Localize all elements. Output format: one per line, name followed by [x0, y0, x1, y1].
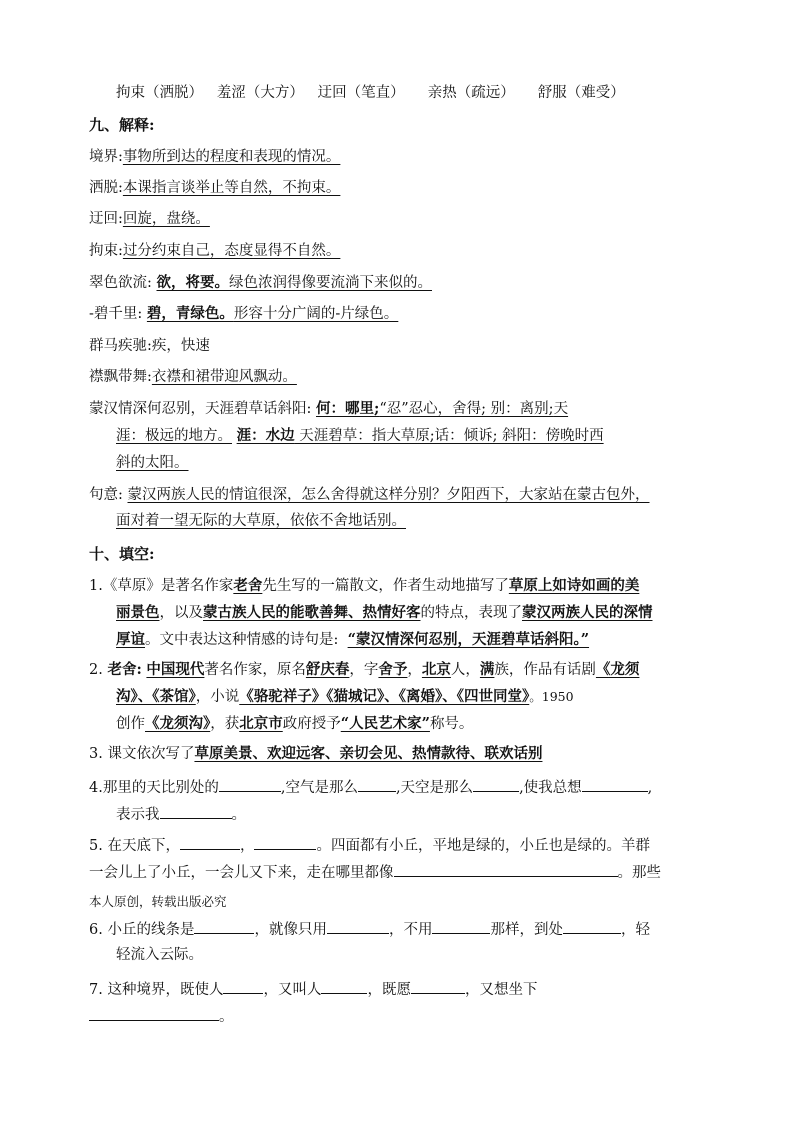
answer: 北京市	[239, 715, 283, 732]
text: 这种境界，既使人	[107, 982, 224, 998]
text: ，又叫人	[263, 982, 322, 998]
q-number: 2.	[89, 662, 103, 678]
answer: 蒙古族人民的能歌善舞、热情好客	[203, 604, 421, 621]
q7-line-2	[89, 1006, 704, 1026]
text: ,空气是那么	[280, 780, 358, 796]
q2-line-3	[116, 715, 706, 733]
blank[interactable]	[321, 979, 367, 994]
blank[interactable]	[223, 979, 263, 994]
text: ，字	[349, 662, 379, 678]
text: 在天底下，	[107, 838, 180, 854]
text: 。	[219, 1009, 234, 1025]
definition: 过分约束自己，态度显得不自然。	[122, 243, 341, 259]
q6-line-2	[116, 946, 706, 964]
term: 境界:	[89, 149, 123, 165]
q1-line-1	[89, 577, 704, 595]
text: ，小说	[195, 689, 240, 705]
blank[interactable]	[411, 979, 465, 994]
q1-line-2	[116, 604, 706, 622]
definition: 本课指言谈举止等自然，不拘束。	[122, 180, 341, 196]
text: 那里的天比别处的	[102, 780, 219, 796]
text: 那样，到处	[490, 922, 563, 938]
q4-line-1	[89, 777, 704, 797]
text: 轻流入云际。	[116, 947, 203, 963]
blank[interactable]	[358, 777, 396, 792]
text: 。1950	[529, 689, 574, 704]
term: 句意:	[89, 487, 123, 503]
antonym-1: 拘束（洒脱）	[116, 85, 203, 101]
sentence-meaning-line-1	[89, 486, 704, 504]
text: 著名作家，原名	[204, 662, 306, 678]
text: 创作	[116, 716, 145, 732]
text: 人，	[450, 662, 480, 678]
blank[interactable]	[473, 777, 519, 792]
q5-line-2	[89, 862, 704, 882]
text: 的特点，表现了	[420, 605, 522, 621]
answer: 沟》、《茶馆》	[116, 688, 196, 705]
text: 政府授予	[282, 716, 341, 732]
answer: 蒙汉两族人民的深情	[522, 604, 653, 621]
q-number: 1.	[89, 578, 103, 594]
def-satuo	[89, 179, 704, 197]
definition: “忍”忍心，舍得; 别：离别;	[379, 401, 554, 417]
text: 族，作品有话剧	[494, 662, 596, 678]
text: 小丘的线条是	[107, 922, 195, 938]
text: 先生写的一篇散文，作者生动地描写了	[262, 578, 509, 594]
definition: 疾，快速	[151, 338, 210, 354]
definition: 面对着一望无际的大草原，依依不舍地话别。	[116, 513, 406, 529]
copyright-note: 本人原创，转载出版必究	[89, 894, 227, 909]
answer: 舒庆春	[305, 661, 350, 678]
answer: 《骆驼祥子》《猫城记》、《离婚》、《四世同堂》	[239, 688, 530, 705]
definition: 事物所到达的程度和表现的情况。	[122, 149, 341, 165]
definition-bold: 涯：水边	[236, 427, 295, 444]
term: 拘束:	[89, 243, 123, 259]
text: ,	[647, 780, 653, 796]
text: 一会儿上了小丘，一会儿又下来，走在哪里都像	[89, 865, 394, 881]
q-number: 4.	[89, 780, 103, 796]
blank[interactable]	[89, 1006, 219, 1021]
term: 迂回:	[89, 211, 123, 227]
antonym-3: 迂回（笔直）	[317, 85, 405, 101]
q7-line-1	[89, 979, 704, 999]
definition: 绿色浓润得像要流淌下来似的。	[229, 275, 432, 291]
text: 《草原》是著名作家	[102, 578, 234, 594]
def-jinpiao	[89, 368, 704, 386]
text: ，	[239, 838, 255, 854]
antonym-5: 舒服（难受）	[537, 85, 625, 101]
antonym-2: 羞涩（大方）	[216, 85, 304, 101]
blank[interactable]	[160, 804, 232, 819]
term: 洒脱:	[89, 180, 123, 196]
blank[interactable]	[219, 777, 281, 792]
text: ，不用	[388, 922, 433, 938]
definition: 形容十分广阔的-片绿色。	[233, 306, 399, 322]
answer: 老舍	[233, 577, 263, 594]
def-qunma	[89, 337, 704, 355]
text: ,天空是那么	[395, 780, 474, 796]
blank[interactable]	[432, 919, 490, 934]
answer: “人民艺术家”	[340, 715, 430, 732]
def-cuise	[89, 274, 704, 292]
definition: 天	[553, 401, 569, 417]
term: 襟飘带舞:	[89, 369, 152, 385]
def-jingjie	[89, 148, 704, 166]
answer: 《龙须	[595, 661, 640, 678]
blank[interactable]	[582, 777, 648, 792]
definition-bold: 何：哪里;	[316, 400, 380, 417]
text: ，获	[210, 716, 240, 732]
section-9-title: 九、解释:	[89, 116, 155, 134]
def-menghan-line-3	[116, 454, 706, 472]
blank[interactable]	[180, 835, 240, 850]
text: ，又想坐下	[464, 982, 538, 998]
text: 。那些	[617, 865, 661, 881]
q-number: 6.	[89, 922, 103, 938]
text: 表示我	[116, 807, 160, 823]
sentence-meaning-line-2	[116, 512, 706, 530]
definition-bold: 碧，青绿色。	[146, 305, 234, 322]
q6-line-1	[89, 919, 704, 939]
definition: 涯：极远的地方。	[116, 428, 232, 444]
answer: 中国现代	[146, 661, 205, 678]
q-number: 3.	[89, 746, 103, 762]
blank[interactable]	[327, 919, 389, 934]
text: ,使我总想	[519, 780, 582, 796]
def-biqianli	[89, 305, 704, 323]
answer: 《龙须沟》	[145, 715, 211, 732]
antonym-4: 亲热（疏远）	[427, 85, 515, 101]
text: 称号。	[429, 716, 474, 732]
def-jushu	[89, 242, 704, 260]
definition: 蒙汉两族人民的情谊很深，怎么舍得就这样分别？夕阳西下，大家站在蒙古包外，	[127, 487, 650, 503]
q-number: 5.	[89, 838, 103, 854]
text: 老舍:	[107, 661, 142, 678]
blank[interactable]	[254, 835, 316, 850]
answer: 满	[479, 661, 495, 678]
answer: 草原上如诗如画的美	[508, 577, 640, 594]
text: ，轻	[620, 922, 650, 938]
blank[interactable]	[194, 919, 254, 934]
definition: 衣襟和裙带迎风飘动。	[151, 369, 297, 385]
text: 。四面都有小丘，平地是绿的，小丘也是绿的。羊群	[316, 838, 650, 854]
def-yuhui	[89, 210, 704, 228]
definition: 天涯碧草：指大草原;话：倾诉; 斜阳：傍晚时西	[294, 428, 604, 444]
q2-line-2	[116, 688, 706, 706]
answer: 草原美景、欢迎远客、亲切会见、热情款待、联欢话别	[194, 745, 543, 762]
q1-line-3	[116, 631, 706, 649]
answer: 北京	[421, 661, 451, 678]
text: ，既愿	[367, 982, 411, 998]
term: 群马疾驰:	[89, 338, 152, 354]
blank[interactable]	[563, 919, 621, 934]
answer: 丽景色	[116, 604, 160, 621]
text: 。文中表达这种情感的诗句是:	[145, 632, 339, 648]
q-number: 7.	[89, 982, 103, 998]
text: 。	[231, 807, 246, 823]
answer: 舍予	[378, 661, 408, 678]
definition-bold: 欲，将要。	[156, 274, 229, 291]
text: ，以及	[159, 605, 203, 621]
definition: 斜的太阳。	[116, 455, 189, 471]
answer: 厚谊	[116, 631, 145, 648]
term: 翠色欲流:	[89, 275, 152, 291]
q4-line-2	[116, 804, 706, 824]
q2-line-1	[89, 661, 704, 679]
q5-line-1	[89, 835, 704, 855]
term: -碧千里:	[89, 306, 143, 322]
text: ，	[407, 662, 422, 678]
antonym-line	[116, 84, 731, 102]
blank[interactable]	[394, 862, 618, 877]
text: ，就像只用	[254, 922, 327, 938]
term: 蒙汉情深何忍别，天涯碧草话斜阳:	[89, 401, 312, 417]
section-10-title: 十、填空:	[89, 545, 155, 563]
def-menghan-line-2	[116, 427, 706, 445]
text: 课文依次写了	[107, 746, 195, 762]
answer: “蒙汉情深何忍别，天涯碧草话斜阳。”	[347, 631, 590, 648]
definition: 回旋，盘绕。	[122, 211, 210, 227]
def-menghan-line-1	[89, 400, 704, 418]
q3-line	[89, 745, 704, 763]
